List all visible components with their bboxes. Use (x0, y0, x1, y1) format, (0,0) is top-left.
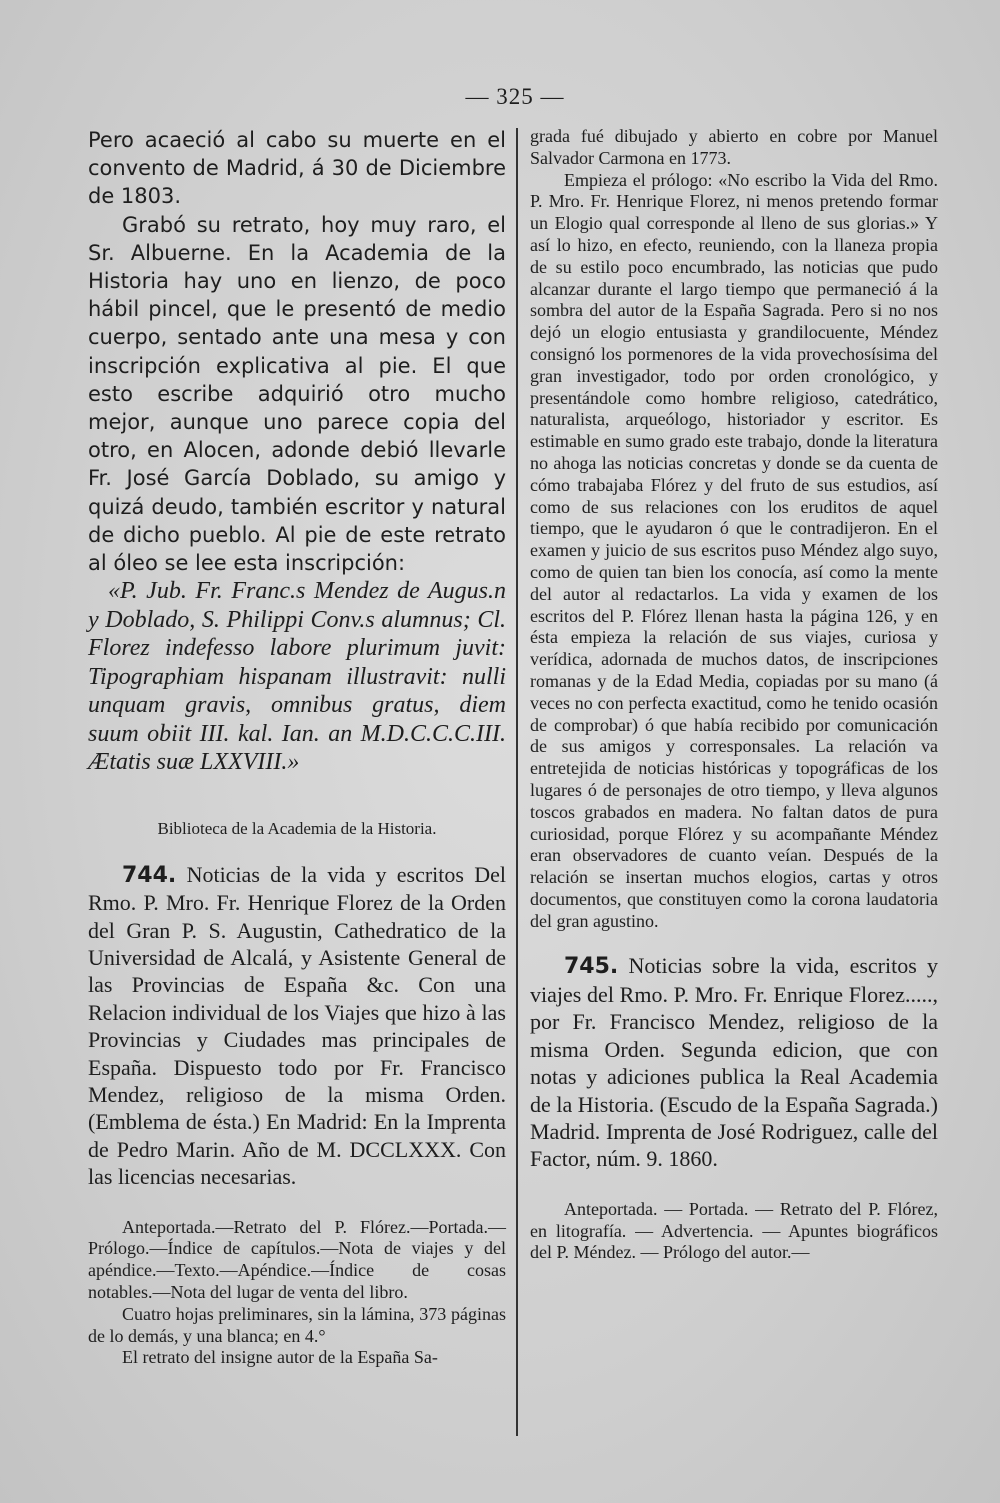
column-divider (516, 128, 518, 1436)
page-number: — 325 — (465, 84, 565, 109)
source-library: Biblioteca de la Academia de la Historia. (157, 818, 437, 838)
entry-744-collation: Cuatro hojas preliminares, sin la lámina, 373 páginas de lo demás, y una blanca; en 4.° (88, 1303, 506, 1346)
spacer (530, 932, 938, 952)
entry-744-title: Noticias de la vida y escritos Del Rmo. P. Mro. Fr. Henrique Florez de la Orden del Gran P. S. Augustin, Cathedratico de la Universidad de Alcalá, y Asistente General de las Provincias de España &c. Con una Relacion individual de los Viajes que hizo à las Provincias y Ciudades mas principales de España. Dispuesto todo por Fr. Francisco Mendez, religioso de la misma Orden. (Emblema de ésta.) En Madrid: En la Imprenta de Pedro Marin. Año de M. DCCLXXX. Con las licencias necesarias. (88, 861, 506, 1190)
portrait-inscription: «P. Jub. Fr. Franc.s Mendez de Augus.n y Doblado, S. Philippi Conv.s alumnus; Cl. Florez indefesso labore plurimum juvit: Tipographiam hispanam illustravit: nulli unquam gravis, omnibus gratus, diem suum obiit III. kal. Ian. an M.D.C.C.C.III. Ætatis suæ LXXVIII.» (88, 578, 506, 776)
entry-745 (530, 952, 938, 1172)
spacer (530, 1173, 938, 1199)
paragraph-engraving: grada fué dibujado y abierto en cobre por Manuel Salvador Carmona en 1773. (530, 126, 938, 168)
right-column (530, 126, 938, 1264)
entry-745-title: Noticias sobre la vida, escritos y viajes del Rmo. P. Mro. Fr. Enrique Florez....., por Fr. Francisco Mendez, religioso de la misma Orden. Segunda edicion, que con notas y adiciones publica la Real Academia de la Historia. (Escudo de la España Sagrada.) Madrid. Imprenta de José Rodriguez, calle del Factor, núm. 9. 1860. (530, 953, 938, 1172)
entry-744 (88, 861, 506, 1191)
entry-744-number: 744. (122, 862, 177, 888)
entry-745-number: 745. (564, 954, 619, 980)
left-column (88, 126, 506, 1369)
entry-744-portrait-note: El retrato del insigne autor de la España Sa- (122, 1347, 438, 1368)
entry-744-contents: Anteportada.—Retrato del P. Flórez.—Portada.—Prólogo.—Índice de capítulos.—Nota de viajes y del apéndice.—Texto.—Apéndice.—Índice de cosas notables.—Nota del lugar de venta del libro. (88, 1216, 506, 1303)
paragraph-portrait: Grabó su retrato, hoy muy raro, el Sr. Albuerne. En la Academia de la Historia hay uno en lienzo, de poco hábil pincel, que le presentó de medio cuerpo, sentado ante una mesa y con inscripción explicativa al pie. El que esto escribe adquirió otro mucho mejor, aunque uno parece copia del otro, en Alocen, adonde debió llevarle Fr. José García Doblado, su amigo y quizá deudo, también escritor y natural de dicho pueblo. Al pie de este retrato al óleo se lee esta inscripción: (88, 212, 506, 576)
paragraph-prologue: Empieza el prólogo: «No escribo la Vida del Rmo. P. Mro. Fr. Henrique Florez, ni menos pretendo formar un Elogio qual corresponde al lleno de sus glorias.» Y así lo hizo, en efecto, reuniendo, con la llaneza propia de su estilo poco encumbrado, las noticias que pudo alcanzar durante el largo tiempo que permaneció á la sombra del autor de la España Sagrada. Pero si no nos dejó un elogio entusiasta y grandilocuente, Méndez consignó los pormenores de la vida provechosísima del gran investigador, todo por orden cronológico, y presentándole como hombre religioso, catedrático, naturalista, arqueólogo, historiador y escritor. Es estimable en sumo grado este trabajo, donde la literatura no ahoga las noticias concretas y donde se da cuenta de cómo trabajaba Flórez y del fruto de sus estudios, así como de sus relaciones con los eruditos de aquel tiempo, que le ayudaron ó que le contradijeron. En el examen y juicio de sus escritos puso Méndez algo suyo, como de quien tan bien los conocía, así como la mente del autor al redactarlos. La vida y examen de los escritos del P. Flórez llenan hasta la página 126, y en ésta empieza la relación de sus viajes, curiosa y verídica, adornada de muchos datos, de inscripciones romanas y de la Edad Media, copiadas por su mano (á veces no con perfecta exactitud, como he tenido ocasión de comprobar) ó que había recibido por comunicación de sus amigos y corresponsales. La relación va entretejida de noticias históricas y topográficas de los lugares ó de personajes de otro tiempo, y lleva algunos toscos grabados en madera. No faltan datos de pura curiosidad, porque Flórez y su acompañante Méndez eran observadores de cuanto veían. Después de la relación se insertan muchos elogios, cartas y otros documentos, que constituyen como la corona laudatoria del gran agustino. (530, 169, 938, 931)
entry-745-contents: Anteportada. — Portada. — Retrato del P. Flórez, en litografía. — Advertencia. — Apuntes biográficos del P. Méndez. — Prólogo del autor.— (530, 1198, 938, 1263)
spacer (88, 1191, 506, 1217)
paragraph-death: Pero acaeció al cabo su muerte en el convento de Madrid, á 30 de Diciembre de 1803. (88, 128, 506, 209)
